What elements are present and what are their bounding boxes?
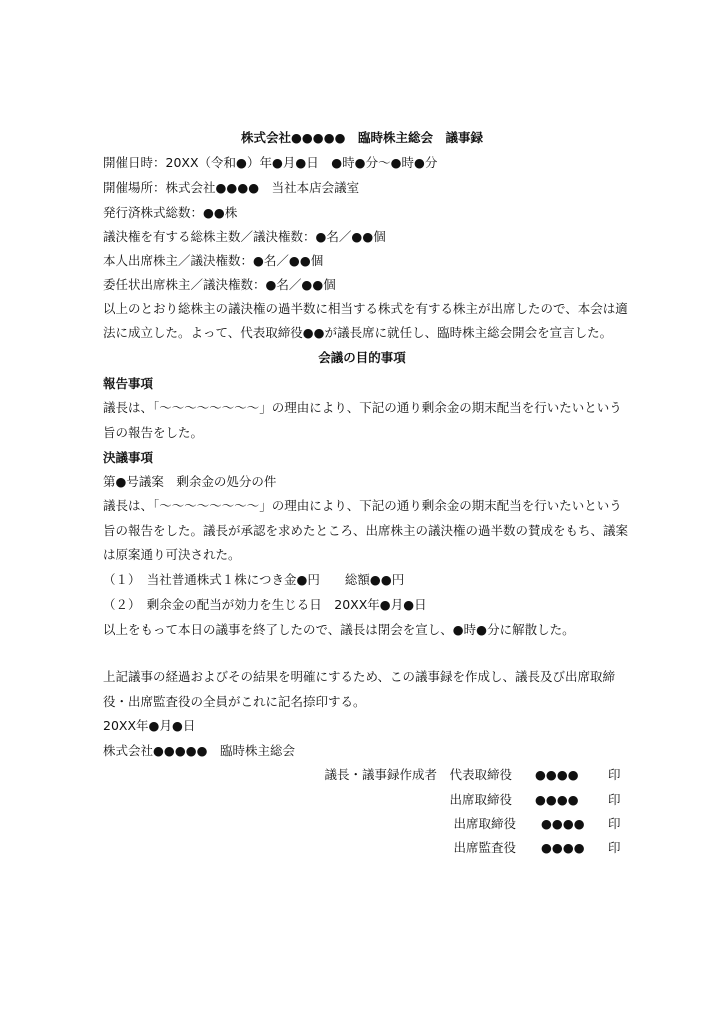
resolution-item-title: 第●号議案 剰余金の処分の件 bbox=[103, 474, 277, 489]
certification-line-2: 役・出席監査役の全員がこれに記名捺印する。 bbox=[103, 694, 366, 709]
resolution-sub-item-1: （１） 当社普通株式１株につき金●円 総額●●円 bbox=[103, 572, 405, 587]
signature-name: ●●●● bbox=[535, 792, 579, 807]
resolution-line-2: 旨の報告をした。議長が承認を求めたところ、出席株主の議決権の過半数の賛成をもち、議案 bbox=[103, 523, 629, 538]
certification-company: 株式会社●●●●● 臨時株主総会 bbox=[103, 743, 296, 758]
seal-mark: 印 bbox=[608, 767, 621, 782]
meeting-place: 開催場所：株式会社●●●● 当社本店会議室 bbox=[103, 180, 360, 195]
resolution-line-3: は原案通り可決された。 bbox=[103, 547, 241, 562]
agenda-title: 会議の目的事項 bbox=[318, 350, 406, 365]
signature-role: 出席取締役 bbox=[453, 816, 516, 831]
seal-mark: 印 bbox=[608, 816, 621, 831]
seal-mark: 印 bbox=[608, 792, 621, 807]
opening-paragraph-line-2: 法に成立した。よって、代表取締役●●が議長席に就任し、臨時株主総会開会を宣言した。 bbox=[103, 325, 613, 340]
signature-role: 出席監査役 bbox=[453, 840, 516, 855]
signature-role: 出席取締役 bbox=[449, 792, 512, 807]
signature-role: 議長・議事録作成者 代表取締役 bbox=[324, 767, 512, 782]
report-line-2: 旨の報告をした。 bbox=[103, 425, 204, 440]
resolution-heading: 決議事項 bbox=[103, 450, 154, 465]
attending-shareholders: 本人出席株主／議決権数：●名／●●個 bbox=[103, 253, 324, 268]
certification-line-1: 上記議事の経過およびその結果を明確にするため、この議事録を作成し、議長及び出席取締 bbox=[103, 669, 616, 684]
issued-shares: 発行済株式総数：●●株 bbox=[103, 205, 238, 220]
signature-name: ●●●● bbox=[541, 816, 585, 831]
signature-name: ●●●● bbox=[535, 767, 579, 782]
opening-paragraph-line-1: 以上のとおり総株主の議決権の過半数に相当する株式を有する株主が出席したので、本会は適 bbox=[103, 301, 628, 316]
seal-mark: 印 bbox=[608, 840, 621, 855]
resolution-sub-item-2: （２） 剰余金の配当が効力を生じる日 20XX年●月●日 bbox=[103, 597, 427, 612]
resolution-line-1: 議長は、「～～～～～～～～」の理由により、下記の通り剰余金の期末配当を行いたいという bbox=[103, 498, 622, 513]
meeting-date: 開催日時：20XX（令和●）年●月●日 ●時●分～●時●分 bbox=[103, 155, 438, 170]
document-title: 株式会社●●●●● 臨時株主総会 議事録 bbox=[240, 130, 484, 145]
proxy-shareholders: 委任状出席株主／議決権数：●名／●●個 bbox=[103, 277, 336, 292]
voting-shareholders: 議決権を有する総株主数／議決権数：●名／●●個 bbox=[103, 229, 386, 244]
report-heading: 報告事項 bbox=[103, 376, 154, 391]
signature-name: ●●●● bbox=[541, 840, 585, 855]
report-line-1: 議長は、「～～～～～～～～」の理由により、下記の通り剰余金の期末配当を行いたいという bbox=[103, 400, 622, 415]
closing-statement: 以上をもって本日の議事を終了したので、議長は閉会を宣し、●時●分に解散した。 bbox=[103, 622, 575, 637]
certification-date: 20XX年●月●日 bbox=[103, 718, 196, 733]
